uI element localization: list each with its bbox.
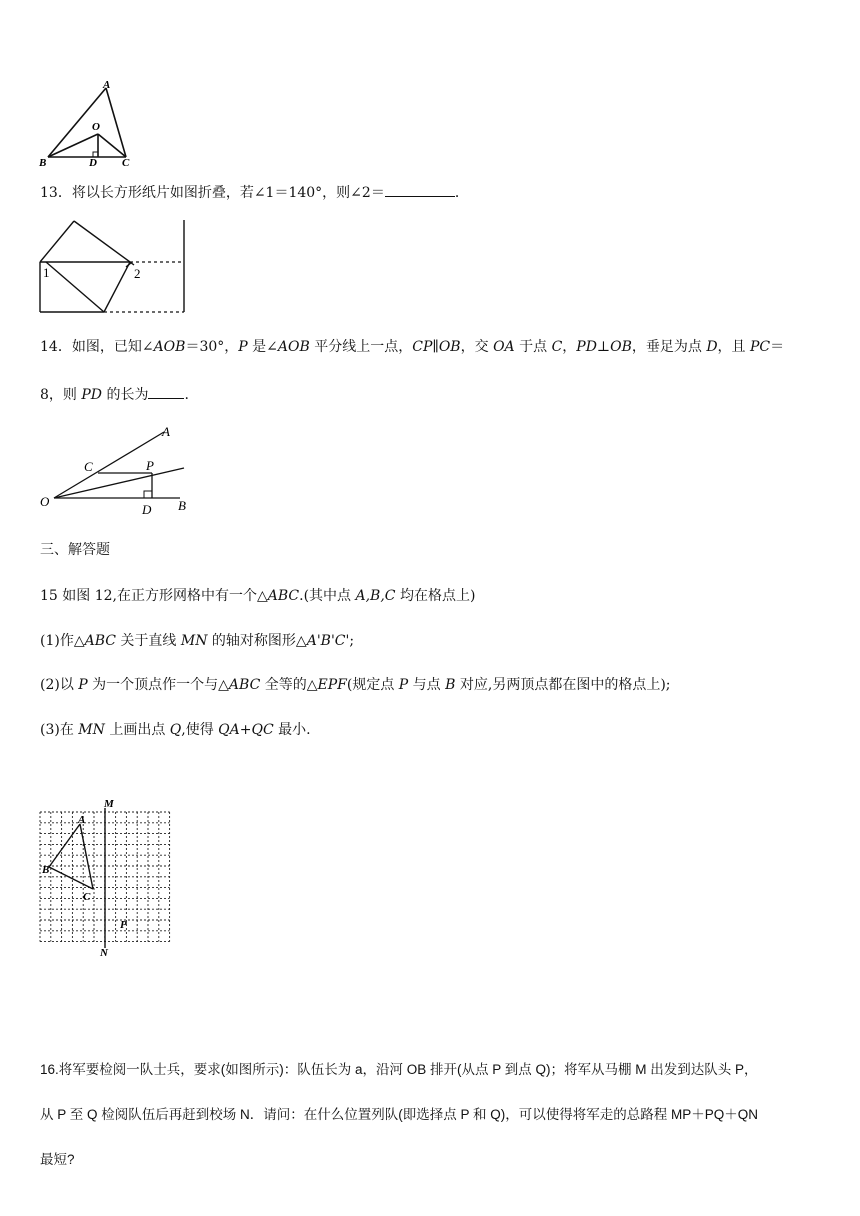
q15-l1-b: .(其中点 [299, 588, 356, 604]
label-B: B [39, 157, 47, 168]
q15-abc: ABC [267, 588, 300, 604]
label-D: D [89, 157, 97, 168]
q15-l3-a: (2)以 [40, 677, 79, 693]
q14-t-b: ＝30°， [185, 339, 239, 355]
q15-mn2: MN [78, 722, 105, 738]
q15-l4-a: (3)在 [40, 722, 79, 738]
q15-l2-c: 的轴对称图形△ [207, 633, 307, 649]
q16-line2: 从 P 至 Q 检阅队伍后再赶到校场 N．请问：在什么位置列队(即选择点 P 和 Q)，可以使得将军走的总路程 MP＋PQ＋QN [40, 1107, 759, 1122]
q15-line2 [40, 631, 820, 651]
q15-p2: P [398, 677, 409, 693]
q14-d: D [706, 339, 718, 355]
label-C: C [83, 891, 91, 903]
label-O: O [40, 494, 50, 509]
q14-p: P [238, 339, 248, 355]
q14-l2-b: 的长为 [102, 387, 149, 403]
q15-qa-qc: QA+QC [218, 722, 274, 738]
q14-text-line2 [40, 384, 820, 405]
q15-l4-b: 上画出点 [104, 722, 170, 738]
q15-l2-d: ; [349, 633, 355, 649]
q15-b: B [445, 677, 456, 693]
angle-aob-figure [36, 422, 196, 518]
q14-t-c: 是∠ [247, 339, 278, 355]
label-B: B [178, 498, 186, 513]
q15-abc-pts: A,B,C [355, 588, 396, 604]
q14-t-f: 于点 [514, 339, 552, 355]
q13-text-a: 将以长方形纸片如图折叠，若∠1＝140°，则∠2＝ [71, 185, 385, 201]
grid-figure [36, 796, 178, 958]
q15-l3-f: 对应,另两顶点都在图中的格点上); [455, 677, 671, 693]
label-B: B [42, 864, 50, 876]
q13-number: 13． [40, 185, 72, 201]
q13-end: ． [454, 185, 469, 201]
q15-line3 [40, 675, 820, 695]
q15-l3-c: 全等的△ [260, 677, 318, 693]
label-A: A [78, 814, 86, 826]
q14-t-a: 如图，已知∠ [71, 339, 154, 355]
q16-line1: 16.将军要检阅一队士兵，要求(如图所示)：队伍长为 a，沿河 OB 排开(从点 P 到点 Q)；将军从马棚 M 出发到达队头 P， [40, 1062, 758, 1077]
q14-t-g: ， [562, 339, 577, 355]
q14-cp-ob: CP∥OB [412, 339, 461, 355]
section-title: 三、解答题 [40, 542, 110, 558]
q13-answer-blank[interactable] [385, 182, 455, 197]
q14-text-line1 [40, 337, 820, 357]
q15-l1-c: 均在格点上) [395, 588, 476, 604]
q15-l3-d: (规定点 [346, 677, 399, 693]
q15-l3-b: 为一个顶点作一个与△ [87, 677, 229, 693]
label-A: A [162, 424, 170, 439]
label-C: C [122, 157, 130, 168]
q14-pd: PD [81, 387, 103, 403]
q14-oa: OA [493, 339, 515, 355]
q14-pc: PC [750, 339, 771, 355]
q14-aob2: AOB [277, 339, 310, 355]
q15-l4-d: 最小. [273, 722, 311, 738]
label-O: O [92, 121, 100, 133]
q14-number: 14． [40, 339, 72, 355]
q15-l1-a: 15 如图 12,在正方形网格中有一个△ [40, 588, 268, 604]
q14-t-i: ，且 [717, 339, 750, 355]
q14-aob: AOB [153, 339, 186, 355]
angle-2-label: 2 [134, 266, 141, 281]
label-D: D [142, 502, 152, 517]
q15-l2-a: (1)作△ [40, 633, 85, 649]
label-N: N [100, 947, 108, 958]
label-A: A [103, 79, 111, 91]
q15-abc3: ABC [228, 677, 261, 693]
q15-l4-c: ,使得 [181, 722, 219, 738]
q14-l2-a: 8，则 [40, 387, 82, 403]
label-C: C [84, 459, 93, 474]
q14-t-j: ＝ [770, 339, 785, 355]
q14-t-e: ，交 [460, 339, 494, 355]
q14-pd-ob: PD⊥OB [576, 339, 632, 355]
q14-c: C [551, 339, 563, 355]
q15-abc-prime: A'B'C' [306, 633, 350, 649]
q15-abc2: ABC [84, 633, 116, 649]
q16-line3: 最短? [40, 1152, 75, 1167]
q13-text [40, 182, 820, 203]
label-P: P [146, 458, 154, 473]
q15-l3-e: 与点 [408, 677, 446, 693]
q14-answer-blank[interactable] [148, 384, 184, 399]
q14-l2-end: . [184, 387, 189, 403]
label-P: P [120, 919, 127, 931]
q15-p: P [78, 677, 88, 693]
q15-mn: MN [180, 633, 208, 649]
triangle-figure [36, 76, 146, 168]
label-M: M [104, 798, 114, 810]
q15-l2-b: 关于直线 [115, 633, 181, 649]
angle-1-label: 1 [43, 265, 50, 280]
q15-q: Q [169, 722, 182, 738]
folded-paper-figure [36, 218, 188, 316]
q15-line1 [40, 586, 820, 606]
q15-line4 [40, 720, 820, 740]
q15-epf: EPF [317, 677, 347, 693]
q14-t-h: ，垂足为点 [631, 339, 707, 355]
q14-t-d: 平分线上一点， [309, 339, 413, 355]
